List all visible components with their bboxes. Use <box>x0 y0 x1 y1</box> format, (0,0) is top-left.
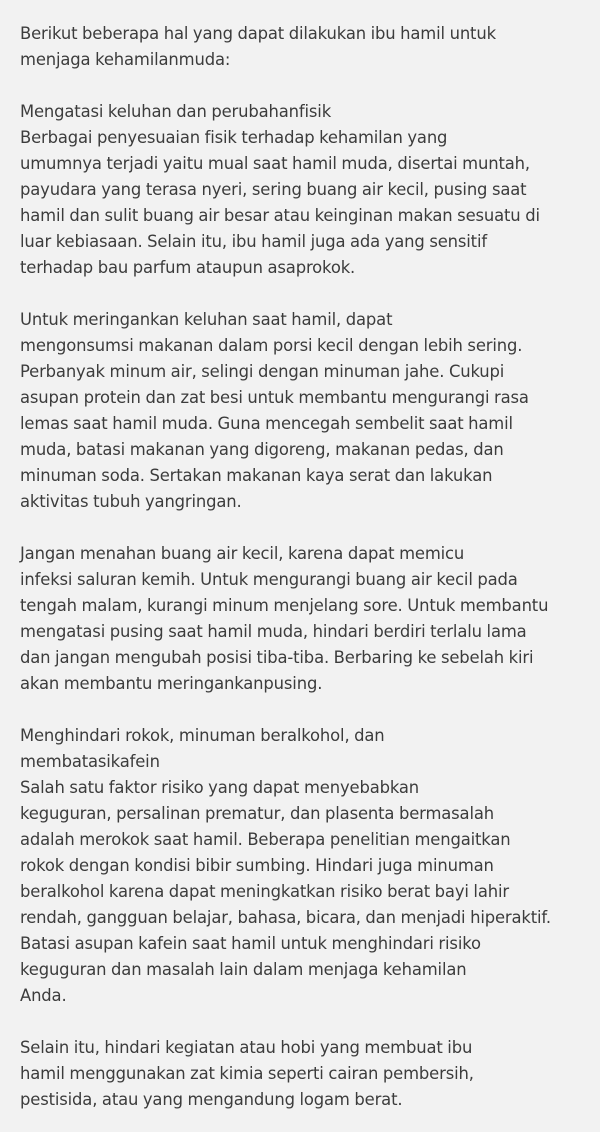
text-line: tengah malam, kurangi minum menjelang sore. Untuk membantu <box>20 596 549 615</box>
text-line: payudara yang terasa nyeri, sering buang air kecil, pusing saat <box>20 180 527 199</box>
text-line: hamil menggunakan zat kimia seperti cairan pembersih, <box>20 1064 474 1083</box>
text-line: menjaga kehamilanmuda: <box>20 50 231 69</box>
intro-paragraph <box>20 21 588 73</box>
text-line: rokok dengan kondisi bibir sumbing. Hindari juga minuman <box>20 856 494 875</box>
text-line: luar kebiasaan. Selain itu, ibu hamil juga ada yang sensitif <box>20 232 487 251</box>
text-line: aktivitas tubuh yangringan. <box>20 492 242 511</box>
text-line: Batasi asupan kafein saat hamil untuk menghindari risiko <box>20 934 481 953</box>
text-line: beralkohol karena dapat meningkatkan risiko berat bayi lahir <box>20 882 509 901</box>
text-line: keguguran dan masalah lain dalam menjaga kehamilan <box>20 960 467 979</box>
text-line: Jangan menahan buang air kecil, karena dapat memicu <box>20 544 465 563</box>
text-line: keguguran, persalinan prematur, dan plasenta bermasalah <box>20 804 494 823</box>
text-line: infeksi saluran kemih. Untuk mengurangi buang air kecil pada <box>20 570 518 589</box>
text-line: Perbanyak minum air, selingi dengan minuman jahe. Cukupi <box>20 362 505 381</box>
text-line: rendah, gangguan belajar, bahasa, bicara, dan menjadi hiperaktif. <box>20 908 551 927</box>
text-line: lemas saat hamil muda. Guna mencegah sembelit saat hamil <box>20 414 513 433</box>
text-line: umumnya terjadi yaitu mual saat hamil muda, disertai muntah, <box>20 154 530 173</box>
text-line: Berikut beberapa hal yang dapat dilakukan ibu hamil untuk <box>20 24 496 43</box>
text-line: Salah satu faktor risiko yang dapat menyebabkan <box>20 778 420 797</box>
text-line: minuman soda. Sertakan makanan kaya serat dan lakukan <box>20 466 493 485</box>
section-heading: Mengatasi keluhan dan perubahanfisik <box>20 102 332 121</box>
paragraph-urination-dizziness <box>20 541 588 697</box>
text-line: mengatasi pusing saat hamil muda, hindari berdiri terlalu lama <box>20 622 527 641</box>
text-line: Berbagai penyesuaian fisik terhadap kehamilan yang <box>20 128 448 147</box>
paragraph-avoid-chemicals <box>20 1035 588 1113</box>
text-line: muda, batasi makanan yang digoreng, makanan pedas, dan <box>20 440 504 459</box>
text-line: hamil dan sulit buang air besar atau keinginan makan sesuatu di <box>20 206 540 225</box>
text-line: pestisida, atau yang mengandung logam berat. <box>20 1090 403 1109</box>
section-heading: Menghindari rokok, minuman beralkohol, dan <box>20 726 385 745</box>
paragraph-relief-tips <box>20 307 588 515</box>
text-line: mengonsumsi makanan dalam porsi kecil dengan lebih sering. <box>20 336 523 355</box>
text-line: terhadap bau parfum ataupun asaprokok. <box>20 258 356 277</box>
section-heading: membatasikafein <box>20 752 160 771</box>
text-line: Selain itu, hindari kegiatan atau hobi yang membuat ibu <box>20 1038 473 1057</box>
text-line: dan jangan mengubah posisi tiba-tiba. Berbaring ke sebelah kiri <box>20 648 534 667</box>
text-line: adalah merokok saat hamil. Beberapa penelitian mengaitkan <box>20 830 511 849</box>
section-avoid-smoking <box>20 723 588 1009</box>
text-line: akan membantu meringankanpusing. <box>20 674 323 693</box>
text-line: Anda. <box>20 986 67 1005</box>
text-line: asupan protein dan zat besi untuk membantu mengurangi rasa <box>20 388 529 407</box>
section-physical-changes <box>20 99 588 281</box>
text-line: Untuk meringankan keluhan saat hamil, dapat <box>20 310 393 329</box>
